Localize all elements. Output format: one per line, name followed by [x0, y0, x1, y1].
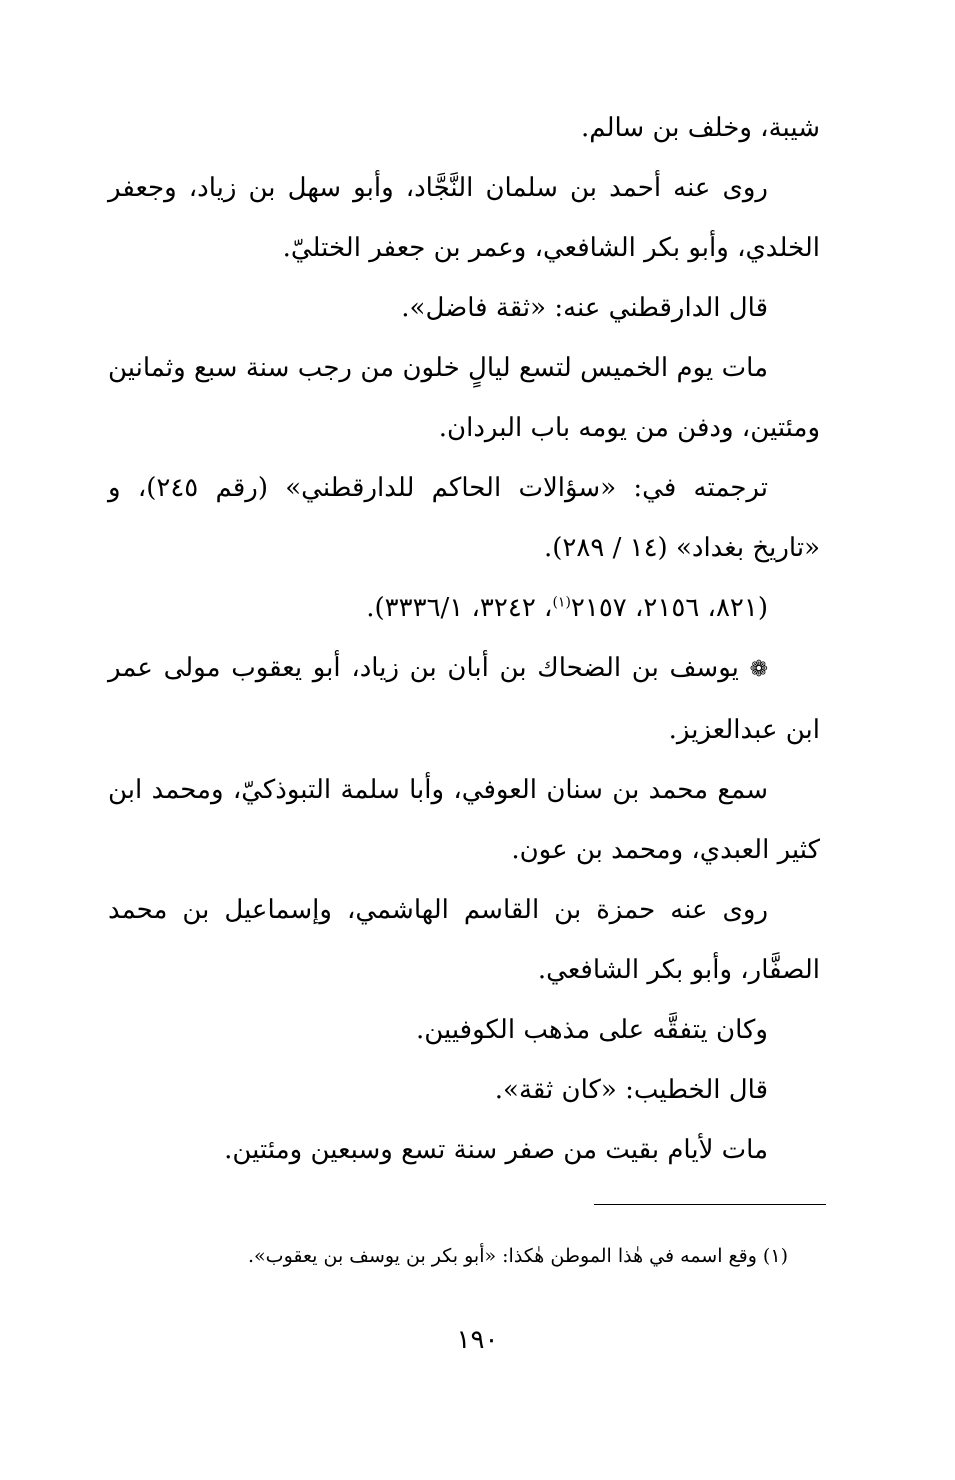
footnote-divider [594, 1204, 826, 1205]
entry-heading [108, 638, 820, 760]
footnote-marker: (١) [552, 594, 571, 611]
page-number: ١٩٠ [456, 1325, 499, 1355]
entry-heading-text: يوسف بن الضحاك بن أبان بن زياد، أبو يعقوب مولى عمر ابن عبدالعزيز. [108, 653, 820, 745]
paragraph-narrators: روى عنه أحمد بن سلمان النَّجَّاد، وأبو سهل بن زياد، وجعفر الخلدي، وأبو بكر الشافعي، وعمر بن جعفر الختليّ. [108, 173, 820, 263]
main-text [108, 98, 820, 1180]
paragraph-hadith-references [108, 578, 820, 638]
footnote: (١) وقع اسمه في هٰذا الموطن هٰكذا: «أبو بكر بن يوسف بن يعقوب». [248, 1245, 788, 1267]
entry-star-icon: ❁ [749, 657, 768, 682]
references-after: ، ٣٢٤٢، ٣٣٣٦/١). [366, 593, 553, 623]
paragraph-daraqutni-grading: قال الدارقطني عنه: «ثقة فاضل». [401, 293, 768, 323]
paragraph-narrators-2: روى عنه حمزة بن القاسم الهاشمي، وإسماعيل بن محمد الصفَّار، وأبو بكر الشافعي. [108, 895, 820, 985]
paragraph-death: مات يوم الخميس لتسع ليالٍ خلون من رجب سنة سبع وثمانين ومئتين، ودفن من يومه باب البردان. [108, 353, 820, 443]
paragraph-biography-sources: ترجمته في: «سؤالات الحاكم للدارقطني» (رقم ٢٤٥)، و «تاريخ بغداد» (١٤ / ٢٨٩). [108, 473, 820, 563]
paragraph-teachers-end: شيبة، وخلف بن سالم. [581, 113, 820, 143]
paragraph-khatib-grading: قال الخطيب: «كان ثقة». [494, 1075, 768, 1105]
references-before: (٨٢١، ٢١٥٦، ٢١٥٧ [570, 593, 768, 623]
paragraph-fiqh: وكان يتفقَّه على مذهب الكوفيين. [415, 1015, 768, 1045]
paragraph-death-2: مات لأيام بقيت من صفر سنة تسع وسبعين ومئتين. [224, 1135, 768, 1165]
paragraph-heard-from: سمع محمد بن سنان العوفي، وأبا سلمة التبوذكيّ، ومحمد ابن كثير العبدي، ومحمد بن عون. [108, 775, 820, 865]
